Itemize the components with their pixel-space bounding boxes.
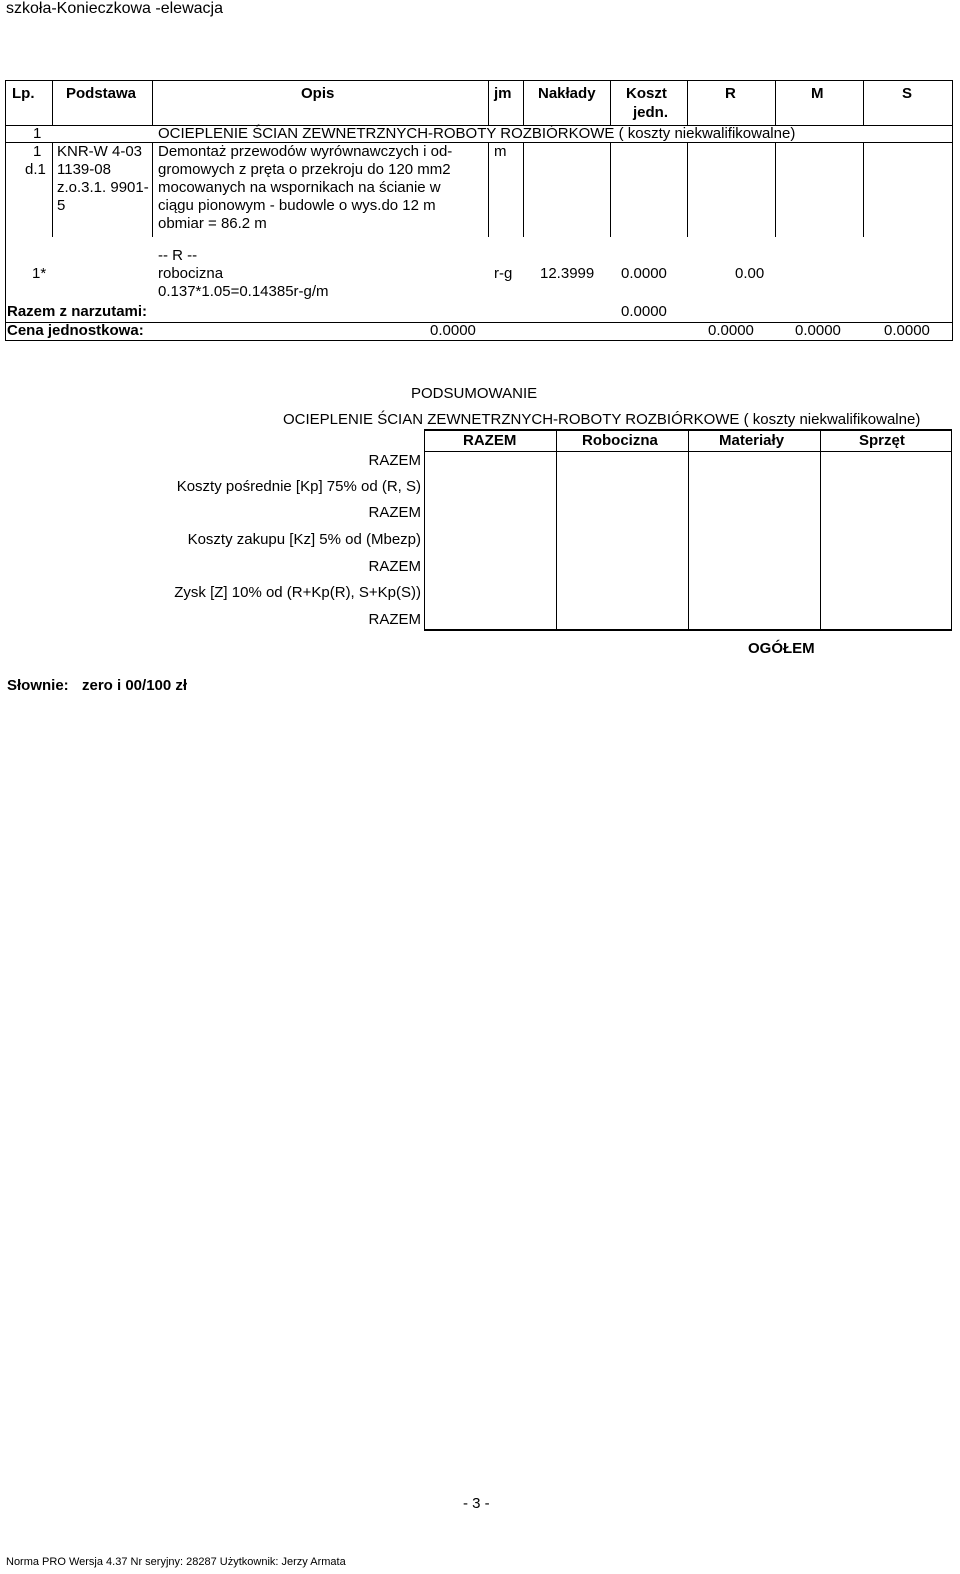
item-opis-line: gromowych z pręta o przekroju do 120 mm2 — [158, 161, 451, 178]
resource-group-label: -- R -- — [158, 247, 198, 264]
summary-heading: PODSUMOWANIE — [411, 385, 538, 402]
header-m: M — [811, 85, 824, 102]
item-jm: m — [494, 143, 507, 160]
summary-col-razem: RAZEM — [463, 432, 517, 449]
cena-r: 0.0000 — [708, 322, 754, 339]
header-podstawa: Podstawa — [66, 85, 137, 102]
words-label: Słownie: — [7, 677, 69, 694]
razem-label: Razem z narzutami: — [7, 303, 148, 320]
summary-row-label: RAZEM — [368, 452, 421, 469]
header-s: S — [902, 85, 913, 102]
header-jm: jm — [494, 85, 512, 102]
resource-formula: 0.137*1.05=0.14385r-g/m — [158, 283, 329, 300]
summary-col-materialy: Materiały — [719, 432, 785, 449]
header-naklady: Nakłady — [538, 85, 596, 102]
item-opis-line: Demontaż przewodów wyrównawczych i od- — [158, 143, 453, 160]
cena-label: Cena jednostkowa: — [7, 322, 144, 339]
summary-row-label: RAZEM — [368, 558, 421, 575]
cena-m: 0.0000 — [795, 322, 841, 339]
cena-value: 0.0000 — [430, 322, 476, 339]
item-podstawa-line: KNR-W 4-03 — [57, 143, 143, 160]
item-opis-line: ciągu pionowym - budowle o wys.do 12 m — [158, 197, 436, 214]
resource-r-value: 0.00 — [735, 265, 765, 282]
item-podstawa-line: 5 — [57, 197, 66, 214]
footer-text: Norma PRO Wersja 4.37 Nr seryjny: 28287 Użytkownik: Jerzy Armata — [6, 1556, 346, 1568]
summary-row-label: Koszty pośrednie [Kp] 75% od (R, S) — [176, 478, 421, 495]
summary-col-robocizna: Robocizna — [582, 432, 658, 449]
summary-col-sprzet: Sprzęt — [859, 432, 905, 449]
resource-koszt: 0.0000 — [621, 265, 667, 282]
summary-row-label: Koszty zakupu [Kz] 5% od (Mbezp) — [187, 531, 421, 548]
item-obmiar: obmiar = 86.2 m — [158, 215, 267, 232]
resource-name: robocizna — [158, 265, 224, 282]
section-number: 1 — [33, 125, 42, 142]
resource-unit: r-g — [494, 265, 513, 282]
item-lp-sub: d.1 — [25, 161, 46, 178]
summary-row-label: Zysk [Z] 10% od (R+Kp(R), S+Kp(S)) — [174, 584, 421, 601]
summary-total-label: OGÓŁEM — [748, 640, 815, 657]
item-opis-line: mocowanych na wspornikach na ścianie w — [158, 179, 441, 196]
item-podstawa-line: 1139-08 — [57, 161, 111, 178]
header-lp: Lp. — [12, 85, 35, 102]
header-koszt: Koszt — [626, 85, 667, 102]
section-title: OCIEPLENIE ŚCIAN ZEWNETRZNYCH-ROBOTY ROZBIÓRKOWE ( koszty niekwalifikowalne) — [158, 125, 796, 142]
item-podstawa-line: z.o.3.1. 9901- — [57, 179, 149, 196]
header-r: R — [725, 85, 736, 102]
summary-section-title: OCIEPLENIE ŚCIAN ZEWNETRZNYCH-ROBOTY ROZBIÓRKOWE ( koszty niekwalifikowalne) — [283, 411, 921, 428]
words-value: zero i 00/100 zł — [82, 677, 188, 694]
summary-row-label: RAZEM — [368, 611, 421, 628]
header-opis: Opis — [301, 85, 335, 102]
cena-s: 0.0000 — [884, 322, 930, 339]
razem-value: 0.0000 — [621, 303, 667, 320]
summary-row-label: RAZEM — [368, 504, 421, 521]
document-title: szkoła-Konieczkowa -elewacja — [6, 0, 223, 17]
page-number: - 3 - — [463, 1495, 490, 1512]
header-koszt-jedn: jedn. — [633, 104, 669, 121]
item-lp: 1 — [33, 143, 42, 160]
resource-naklady: 12.3999 — [540, 265, 595, 282]
resource-lp: 1* — [32, 265, 47, 282]
